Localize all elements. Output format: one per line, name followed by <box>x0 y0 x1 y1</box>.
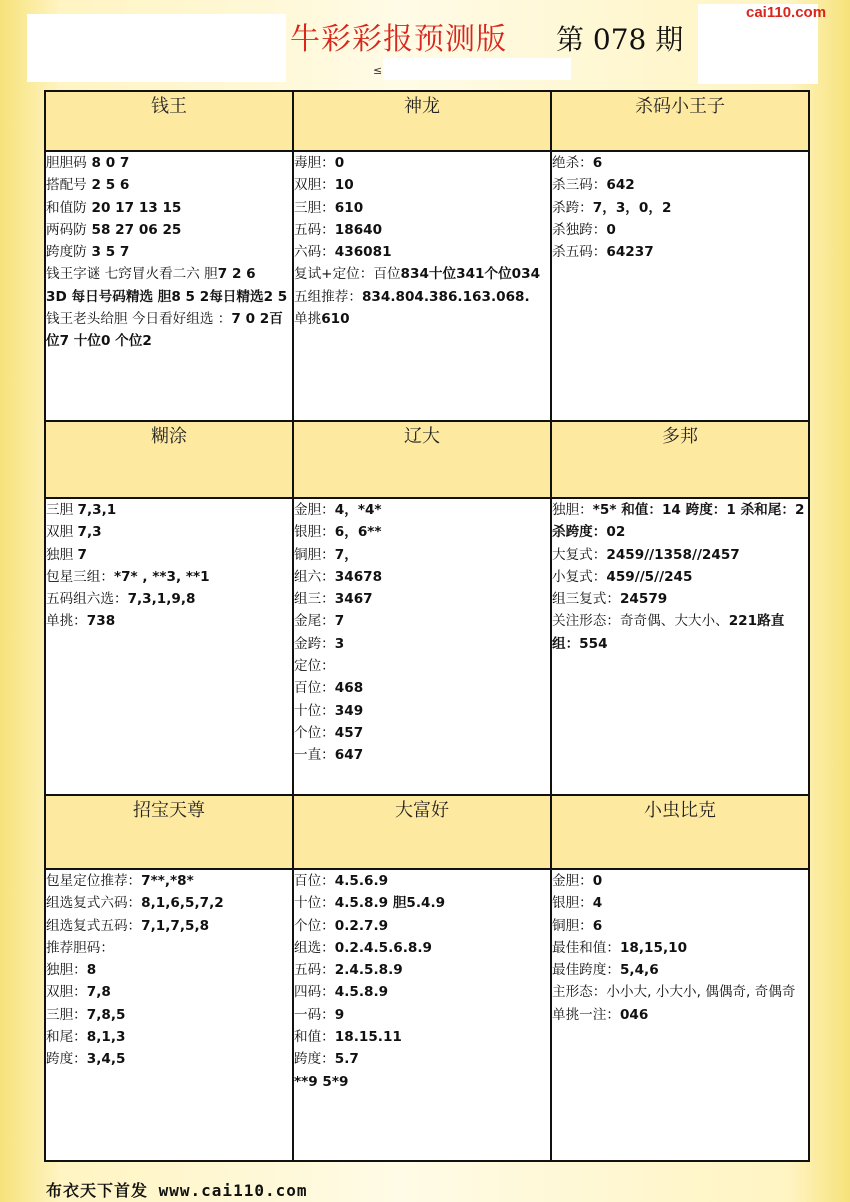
line-value: 3,4,5 <box>86 1051 126 1068</box>
line-label: 金跨： <box>294 635 335 652</box>
line-label: 银胆： <box>294 524 335 541</box>
line-value: 221路直组：554 <box>552 613 785 652</box>
line-value: 4.5.8.9 胆5.4.9 <box>334 895 446 912</box>
prediction-line <box>294 1071 550 1093</box>
line-label: 金尾： <box>294 613 335 630</box>
line-label: 单挑 <box>294 311 322 328</box>
line-label: 个位： <box>294 724 335 741</box>
line-label: 百位： <box>294 680 335 697</box>
line-label: 个位： <box>294 917 335 934</box>
prediction-line <box>294 937 550 959</box>
footer-credit: 布衣天下首发 www.cai110.com <box>46 1181 308 1200</box>
prediction-line <box>46 521 292 543</box>
line-label: 定位： <box>294 658 335 675</box>
line-value: 18,15,10 <box>619 939 688 956</box>
site-watermark[interactable]: cai110.com <box>746 4 827 21</box>
line-label: 双胆： <box>294 177 335 194</box>
line-value: 7,3 <box>77 524 102 541</box>
prediction-line <box>46 544 292 566</box>
line-label: 杀五码： <box>552 244 607 261</box>
line-label: 和值防 <box>46 199 87 216</box>
line-label: 一直： <box>294 747 335 764</box>
redacted-block-center <box>383 58 571 80</box>
line-value: 349 <box>334 702 364 719</box>
line-label: 五码： <box>294 962 335 979</box>
line-label: 组选复式五码： <box>46 917 142 934</box>
prediction-line <box>552 544 808 566</box>
line-label: 银胆： <box>552 895 593 912</box>
prediction-line <box>294 588 550 610</box>
line-value: 0.2.4.5.6.8.9 <box>334 939 432 956</box>
line-label: 跨度： <box>294 1051 335 1068</box>
line-value: 7， <box>334 546 358 563</box>
prediction-line <box>552 937 808 959</box>
line-label: 组六： <box>294 568 335 585</box>
line-label: 三胆： <box>46 1006 87 1023</box>
line-value: 468 <box>334 680 364 697</box>
line-label: 五组推荐： <box>294 288 362 305</box>
panel-header-8: 小虫比克 <box>551 795 809 869</box>
line-label: 双胆： <box>46 984 87 1001</box>
issue-number: 第 078 期 <box>556 23 684 56</box>
prediction-line <box>46 308 292 353</box>
line-value: 58 27 06 25 <box>86 221 182 238</box>
prediction-line <box>294 892 550 914</box>
prediction-line <box>294 566 550 588</box>
prediction-line <box>294 744 550 766</box>
prediction-line <box>294 263 550 285</box>
line-value: 5.7 <box>334 1051 359 1068</box>
line-value: *7* , **3, **1 <box>113 568 210 585</box>
line-label: 铜胆： <box>294 546 335 563</box>
panel-body-7 <box>293 869 551 1161</box>
prediction-line <box>294 633 550 655</box>
line-label: 单挑一注： <box>552 1006 620 1023</box>
prediction-line <box>46 219 292 241</box>
panel-body-0 <box>45 151 293 421</box>
line-value: 6，6** <box>334 524 382 541</box>
line-value: 834.804.386.163.068. <box>361 288 530 305</box>
line-label: 最佳和值： <box>552 939 620 956</box>
line-value: 6 <box>592 155 603 171</box>
panel-header-4: 辽大 <box>293 421 551 498</box>
panel-header-7: 大富好 <box>293 795 551 869</box>
panel-body-1 <box>293 151 551 421</box>
prediction-line <box>46 959 292 981</box>
line-label: 搭配号 <box>46 177 87 194</box>
line-value: 738 <box>86 613 116 630</box>
line-label: 主形态：小小大, 小大小, 偶偶奇, 奇偶奇 <box>552 984 796 1001</box>
line-label: 三胆 <box>46 502 78 518</box>
prediction-line <box>294 1026 550 1048</box>
line-label: 绝杀： <box>552 155 593 171</box>
line-label: 组选： <box>294 939 335 956</box>
panel-body-3 <box>45 498 293 795</box>
line-label: 包星三组： <box>46 568 114 585</box>
line-value: 3D 每日号码精选 胆8 5 2每日精选2 5 <box>46 288 288 305</box>
line-value: 6 <box>592 917 603 934</box>
prediction-line <box>294 677 550 699</box>
prediction-line <box>46 263 292 285</box>
line-label: 关注形态：奇奇偶、大大小、 <box>552 613 729 630</box>
prediction-line <box>552 610 808 655</box>
prediction-line <box>46 937 292 959</box>
line-value: 64237 <box>606 244 654 261</box>
prediction-line <box>294 655 550 677</box>
line-value: 0.2.7.9 <box>334 917 389 934</box>
prediction-line <box>552 197 808 219</box>
panel-body-2 <box>551 151 809 421</box>
line-label: 金胆： <box>294 502 335 518</box>
line-value: 610 <box>321 311 350 328</box>
prediction-line <box>46 174 292 196</box>
line-label: 跨度防 <box>46 244 87 261</box>
line-value: 3 5 7 <box>86 244 130 261</box>
prediction-line <box>46 152 292 174</box>
prediction-line <box>294 870 550 892</box>
line-label: 杀三码： <box>552 177 607 194</box>
line-label: 推荐胆码： <box>46 939 114 956</box>
line-value: 20 17 13 15 <box>86 199 182 216</box>
prediction-grid <box>44 90 810 1162</box>
line-label: 六码： <box>294 244 335 261</box>
line-label: 组三复式： <box>552 591 620 608</box>
line-value: 7 <box>77 546 87 563</box>
prediction-line <box>46 499 292 521</box>
line-value: 0 <box>334 155 345 171</box>
line-value: 18640 <box>334 221 383 238</box>
prediction-line <box>46 1026 292 1048</box>
line-value: 9 <box>334 1006 345 1023</box>
line-label: 复试+定位：百位 <box>294 266 401 283</box>
prediction-line <box>552 499 808 544</box>
prediction-line <box>294 219 550 241</box>
line-label: 独胆： <box>46 962 87 979</box>
line-label: 单挑： <box>46 613 87 630</box>
line-label: 十位： <box>294 895 335 912</box>
prediction-line <box>552 566 808 588</box>
line-label: 双胆 <box>46 524 78 541</box>
line-label: 杀跨： <box>552 199 593 216</box>
line-label: 一码： <box>294 1006 335 1023</box>
line-label: 独胆 <box>46 546 78 563</box>
prediction-line <box>294 174 550 196</box>
prediction-line <box>46 610 292 632</box>
prediction-line <box>294 499 550 521</box>
prediction-line <box>294 286 550 308</box>
prediction-line <box>552 152 808 174</box>
panel-body-4 <box>293 498 551 795</box>
line-label: 跨度： <box>46 1051 87 1068</box>
prediction-line <box>46 1004 292 1026</box>
panel-header-1: 神龙 <box>293 91 551 151</box>
line-value: 046 <box>619 1006 649 1023</box>
page-title: 牛彩彩报预测版 <box>290 22 507 57</box>
prediction-line <box>552 981 808 1003</box>
line-value: 4.5.6.9 <box>334 873 389 889</box>
line-label: 和值： <box>294 1029 335 1046</box>
prediction-line <box>552 219 808 241</box>
line-value: 7 <box>334 613 345 630</box>
prediction-line <box>552 588 808 610</box>
line-value: 7,8,5 <box>86 1006 126 1023</box>
prediction-line <box>294 700 550 722</box>
line-label: 杀独跨： <box>552 221 607 238</box>
prediction-line <box>552 915 808 937</box>
prediction-line <box>552 174 808 196</box>
prediction-line <box>294 959 550 981</box>
line-label: 组选复式六码： <box>46 895 142 912</box>
prediction-line <box>46 870 292 892</box>
line-value: 0 <box>606 221 616 238</box>
prediction-line <box>294 308 550 330</box>
line-value: 7,1,7,5,8 <box>141 917 210 934</box>
prediction-line <box>46 981 292 1003</box>
line-label: 金胆： <box>552 873 593 889</box>
line-value: 10 <box>334 177 354 194</box>
line-value: 8 0 7 <box>86 155 130 171</box>
prediction-line <box>46 286 292 308</box>
line-value: 647 <box>334 747 364 764</box>
prediction-line <box>552 870 808 892</box>
line-label: 胆胆码 <box>46 155 87 171</box>
line-label: 包星定位推荐： <box>46 873 142 889</box>
prediction-line <box>46 197 292 219</box>
prediction-line <box>552 1004 808 1026</box>
prediction-line <box>294 152 550 174</box>
header-scribble: ≤ <box>373 64 383 77</box>
line-label: 最佳跨度： <box>552 962 620 979</box>
line-value: 4，*4* <box>334 502 382 518</box>
panel-header-2: 杀码小王子 <box>551 91 809 151</box>
prediction-line <box>294 915 550 937</box>
prediction-line <box>46 566 292 588</box>
line-value: 642 <box>606 177 635 194</box>
line-value: 7,8 <box>86 984 111 1001</box>
prediction-line <box>46 241 292 263</box>
panel-body-8 <box>551 869 809 1161</box>
line-value: *5* 和值：14 跨度：1 杀和尾：2 杀跨度：02 <box>552 502 805 541</box>
line-value: 610 <box>334 199 364 216</box>
line-label: 铜胆： <box>552 917 593 934</box>
line-value: 436081 <box>334 244 392 261</box>
line-value: 24579 <box>619 591 668 608</box>
redacted-block-left <box>27 14 286 82</box>
panel-body-5 <box>551 498 809 795</box>
line-label: 小复式： <box>552 568 607 585</box>
line-label: 独胆： <box>552 502 593 518</box>
line-value: 8 <box>86 962 97 979</box>
prediction-line <box>552 892 808 914</box>
line-value: 3 <box>334 635 345 652</box>
prediction-line <box>46 915 292 937</box>
line-value: 2.4.5.8.9 <box>334 962 403 979</box>
line-value: 18.15.11 <box>334 1029 402 1046</box>
panel-header-3: 糊涂 <box>45 421 293 498</box>
prediction-line <box>552 241 808 263</box>
line-label: 钱王字谜 七窍冒火看二六 胆 <box>46 266 218 283</box>
line-value: 4.5.8.9 <box>334 984 389 1001</box>
line-label: 五码组六选： <box>46 591 128 608</box>
line-label: 百位： <box>294 873 335 889</box>
line-label: 和尾： <box>46 1029 87 1046</box>
line-value: 7 0 2百位7 十位0 个位2 <box>46 311 283 350</box>
panel-body-6 <box>45 869 293 1161</box>
prediction-line <box>46 892 292 914</box>
line-value: 7 2 6 <box>217 266 256 283</box>
prediction-line <box>294 197 550 219</box>
line-label: 十位： <box>294 702 335 719</box>
panel-header-6: 招宝天尊 <box>45 795 293 869</box>
line-value: 5,4,6 <box>619 962 659 979</box>
line-label: 大复式： <box>552 546 607 563</box>
line-value: 7,3,1,9,8 <box>127 591 196 608</box>
line-value: 8,1,6,5,7,2 <box>141 895 224 912</box>
prediction-line <box>294 981 550 1003</box>
prediction-line <box>294 610 550 632</box>
line-value: 0 <box>592 873 603 889</box>
line-value: 2459//1358//2457 <box>606 546 740 563</box>
line-label: 毒胆： <box>294 155 335 171</box>
line-value: 457 <box>334 724 364 741</box>
line-value: 7,3,1 <box>77 502 117 518</box>
prediction-line <box>294 241 550 263</box>
line-value: 3467 <box>334 591 373 608</box>
line-label: 三胆： <box>294 199 335 216</box>
line-value: 834十位341个位034 <box>400 266 541 283</box>
prediction-line <box>294 1004 550 1026</box>
panel-header-0: 钱王 <box>45 91 293 151</box>
prediction-line <box>294 521 550 543</box>
line-value: 7**,*8* <box>141 873 194 889</box>
line-label: 两码防 <box>46 221 87 238</box>
prediction-line <box>46 1048 292 1070</box>
line-label: 组三： <box>294 591 335 608</box>
line-value: 4 <box>592 895 603 912</box>
prediction-line <box>294 1048 550 1070</box>
line-label: 钱王老头给胆 今日看好组选 ： <box>46 311 232 328</box>
prediction-line <box>294 544 550 566</box>
line-value: **9 5*9 <box>294 1073 349 1090</box>
line-value: 459//5//245 <box>606 568 693 585</box>
prediction-line <box>552 959 808 981</box>
panel-header-5: 多邦 <box>551 421 809 498</box>
prediction-line <box>294 722 550 744</box>
line-label: 五码： <box>294 221 335 238</box>
line-value: 2 5 6 <box>86 177 130 194</box>
line-value: 34678 <box>334 568 383 585</box>
line-value: 7，3，0，2 <box>592 199 672 216</box>
line-value: 8,1,3 <box>86 1029 126 1046</box>
prediction-line <box>46 588 292 610</box>
line-label: 四码： <box>294 984 335 1001</box>
